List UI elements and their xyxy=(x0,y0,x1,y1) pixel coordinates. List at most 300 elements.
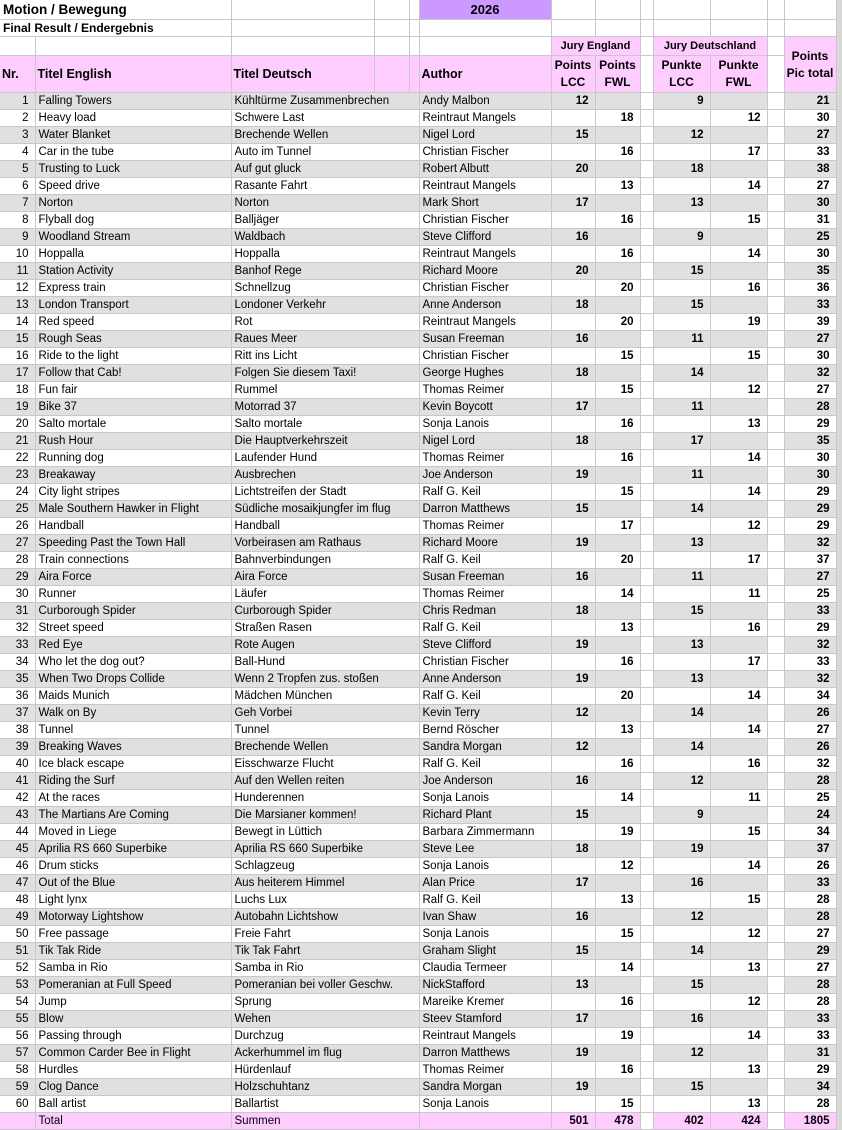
points-fwl: 16 xyxy=(595,246,640,263)
punkte-fwl: 14 xyxy=(710,722,767,739)
author: Reintraut Mangels xyxy=(419,110,551,127)
author: Kevin Boycott xyxy=(419,399,551,416)
title-english: Car in the tube xyxy=(35,144,231,161)
points-fwl xyxy=(595,807,640,824)
punkte-lcc: 14 xyxy=(653,501,710,518)
points-lcc: 20 xyxy=(551,263,595,280)
row-nr: 4 xyxy=(0,144,35,161)
row-nr: 30 xyxy=(0,586,35,603)
punkte-lcc: 11 xyxy=(653,569,710,586)
title-english: Who let the dog out? xyxy=(35,654,231,671)
row-nr: 14 xyxy=(0,314,35,331)
title-english: Speed drive xyxy=(35,178,231,195)
points-lcc: 16 xyxy=(551,773,595,790)
points-lcc: 20 xyxy=(551,161,595,178)
author: Reintraut Mangels xyxy=(419,178,551,195)
title-deutsch: Freie Fahrt xyxy=(231,926,409,943)
points-total: 33 xyxy=(784,875,836,892)
author: Kevin Terry xyxy=(419,705,551,722)
points-lcc xyxy=(551,144,595,161)
points-total: 28 xyxy=(784,773,836,790)
punkte-lcc: 15 xyxy=(653,1079,710,1096)
title-deutsch: Läufer xyxy=(231,586,409,603)
table-row xyxy=(0,569,836,586)
table-row xyxy=(0,382,836,399)
punkte-lcc xyxy=(653,212,710,229)
points-lcc xyxy=(551,620,595,637)
points-lcc xyxy=(551,994,595,1011)
table-row xyxy=(0,433,836,450)
points-total: 27 xyxy=(784,926,836,943)
grand-total: 1805 xyxy=(784,1113,836,1130)
punkte-lcc: 13 xyxy=(653,535,710,552)
author: Steve Lee xyxy=(419,841,551,858)
points-total: 26 xyxy=(784,739,836,756)
points-lcc: 18 xyxy=(551,297,595,314)
table-row xyxy=(0,875,836,892)
points-total: 30 xyxy=(784,450,836,467)
punkte-fwl xyxy=(710,229,767,246)
title-deutsch: Kühltürme Zusammenbrechen xyxy=(231,93,409,110)
table-row xyxy=(0,518,836,535)
points-fwl: 15 xyxy=(595,348,640,365)
title-english: Curborough Spider xyxy=(35,603,231,620)
author: Andy Malbon xyxy=(419,93,551,110)
punkte-fwl: 15 xyxy=(710,212,767,229)
title-english: Train connections xyxy=(35,552,231,569)
title-english: Moved in Liege xyxy=(35,824,231,841)
punkte-fwl: 14 xyxy=(710,450,767,467)
punkte-lcc: 11 xyxy=(653,331,710,348)
points-total: 29 xyxy=(784,501,836,518)
total-points-fwl: 478 xyxy=(595,1113,640,1130)
points-lcc xyxy=(551,586,595,603)
points-total: 32 xyxy=(784,365,836,382)
points-lcc xyxy=(551,314,595,331)
author: Darron Matthews xyxy=(419,501,551,518)
title-deutsch: Ackerhummel im flug xyxy=(231,1045,409,1062)
table-row xyxy=(0,977,836,994)
points-total: 37 xyxy=(784,552,836,569)
title-english: Breaking Waves xyxy=(35,739,231,756)
author: Steev Stamford xyxy=(419,1011,551,1028)
punkte-fwl xyxy=(710,263,767,280)
points-lcc: 16 xyxy=(551,331,595,348)
points-fwl: 16 xyxy=(595,144,640,161)
title-deutsch: Raues Meer xyxy=(231,331,409,348)
points-lcc: 12 xyxy=(551,739,595,756)
punkte-fwl xyxy=(710,365,767,382)
points-fwl: 16 xyxy=(595,450,640,467)
title-english: Express train xyxy=(35,280,231,297)
author: Ralf G. Keil xyxy=(419,484,551,501)
points-total: 25 xyxy=(784,229,836,246)
points-total: 25 xyxy=(784,586,836,603)
punkte-lcc: 13 xyxy=(653,671,710,688)
points-lcc xyxy=(551,1062,595,1079)
title-deutsch: Hoppalla xyxy=(231,246,409,263)
title-deutsch: Aprilia RS 660 Superbike xyxy=(231,841,409,858)
punkte-fwl xyxy=(710,433,767,450)
author: Reintraut Mangels xyxy=(419,314,551,331)
table-row xyxy=(0,620,836,637)
table-row xyxy=(0,773,836,790)
total-punkte-fwl: 424 xyxy=(710,1113,767,1130)
row-nr: 27 xyxy=(0,535,35,552)
title-english: Station Activity xyxy=(35,263,231,280)
punkte-fwl xyxy=(710,841,767,858)
row-nr: 13 xyxy=(0,297,35,314)
points-fwl: 17 xyxy=(595,518,640,535)
punkte-lcc: 18 xyxy=(653,161,710,178)
points-lcc xyxy=(551,484,595,501)
row-nr: 57 xyxy=(0,1045,35,1062)
title-english: Running dog xyxy=(35,450,231,467)
title-deutsch: Tik Tak Fahrt xyxy=(231,943,409,960)
table-row xyxy=(0,229,836,246)
row-nr: 15 xyxy=(0,331,35,348)
points-total: 27 xyxy=(784,331,836,348)
table-row xyxy=(0,688,836,705)
punkte-fwl xyxy=(710,535,767,552)
row-nr: 56 xyxy=(0,1028,35,1045)
row-nr: 7 xyxy=(0,195,35,212)
total-label: Total xyxy=(35,1113,231,1130)
title-english: Salto mortale xyxy=(35,416,231,433)
points-fwl xyxy=(595,297,640,314)
title-english: Breakaway xyxy=(35,467,231,484)
table-row xyxy=(0,858,836,875)
table-row xyxy=(0,1062,836,1079)
row-nr: 50 xyxy=(0,926,35,943)
punkte-lcc xyxy=(653,688,710,705)
author: Thomas Reimer xyxy=(419,1062,551,1079)
table-row xyxy=(0,331,836,348)
author: Christian Fischer xyxy=(419,212,551,229)
points-fwl: 15 xyxy=(595,484,640,501)
points-lcc xyxy=(551,824,595,841)
row-nr: 44 xyxy=(0,824,35,841)
jury-england-header: Jury England xyxy=(551,37,640,56)
punkte-lcc xyxy=(653,654,710,671)
row-nr: 35 xyxy=(0,671,35,688)
title-deutsch: Ritt ins Licht xyxy=(231,348,409,365)
points-total: 35 xyxy=(784,263,836,280)
title-deutsch: Rote Augen xyxy=(231,637,409,654)
table-row xyxy=(0,1096,836,1113)
points-fwl xyxy=(595,1045,640,1062)
title-deutsch: Waldbach xyxy=(231,229,409,246)
title-deutsch: Rot xyxy=(231,314,409,331)
punkte-fwl xyxy=(710,195,767,212)
table-row xyxy=(0,790,836,807)
punkte-fwl xyxy=(710,399,767,416)
title-deutsch: Geh Vorbei xyxy=(231,705,409,722)
punkte-fwl: 15 xyxy=(710,892,767,909)
punkte-fwl: 19 xyxy=(710,314,767,331)
punkte-fwl: 14 xyxy=(710,688,767,705)
punkte-fwl xyxy=(710,603,767,620)
points-fwl xyxy=(595,161,640,178)
punkte-lcc: 16 xyxy=(653,1011,710,1028)
points-lcc: 16 xyxy=(551,229,595,246)
title-deutsch: Brechende Wellen xyxy=(231,127,409,144)
title-deutsch: Autobahn Lichtshow xyxy=(231,909,409,926)
points-fwl: 16 xyxy=(595,756,640,773)
points-lcc xyxy=(551,960,595,977)
row-nr: 40 xyxy=(0,756,35,773)
nr-header: Nr. xyxy=(0,56,35,93)
title-deutsch: Laufender Hund xyxy=(231,450,409,467)
table-row xyxy=(0,926,836,943)
table-row xyxy=(0,807,836,824)
punkte-lcc: 9 xyxy=(653,229,710,246)
points-fwl xyxy=(595,93,640,110)
points-fwl xyxy=(595,365,640,382)
row-nr: 38 xyxy=(0,722,35,739)
points-total: 33 xyxy=(784,144,836,161)
title-english: Red Eye xyxy=(35,637,231,654)
title-english-header: Titel English xyxy=(35,56,231,93)
points-total: 27 xyxy=(784,382,836,399)
table-row xyxy=(0,705,836,722)
points-fwl: 20 xyxy=(595,552,640,569)
row-nr: 18 xyxy=(0,382,35,399)
points-total: 33 xyxy=(784,297,836,314)
punkte-lcc xyxy=(653,756,710,773)
punkte-fwl: 14 xyxy=(710,178,767,195)
row-nr: 17 xyxy=(0,365,35,382)
title-deutsch: Aus heiterem Himmel xyxy=(231,875,409,892)
table-row xyxy=(0,960,836,977)
points-fwl: 20 xyxy=(595,314,640,331)
row-nr: 60 xyxy=(0,1096,35,1113)
points-fwl: 13 xyxy=(595,892,640,909)
row-nr: 3 xyxy=(0,127,35,144)
author: Joe Anderson xyxy=(419,773,551,790)
punkte-fwl xyxy=(710,909,767,926)
punkte-lcc: 14 xyxy=(653,705,710,722)
points-fwl: 12 xyxy=(595,858,640,875)
row-nr: 49 xyxy=(0,909,35,926)
table-row xyxy=(0,144,836,161)
punkte-fwl: 14 xyxy=(710,246,767,263)
points-fwl: 19 xyxy=(595,824,640,841)
points-lcc: 19 xyxy=(551,1045,595,1062)
title-english: Flyball dog xyxy=(35,212,231,229)
points-lcc: 12 xyxy=(551,93,595,110)
points-total: 28 xyxy=(784,1096,836,1113)
punkte-lcc xyxy=(653,994,710,1011)
table-row xyxy=(0,535,836,552)
points-lcc xyxy=(551,110,595,127)
points-total-header: Points Pic total xyxy=(784,37,836,93)
title-english: Out of the Blue xyxy=(35,875,231,892)
punkte-lcc: 11 xyxy=(653,467,710,484)
points-lcc: 17 xyxy=(551,195,595,212)
points-total: 30 xyxy=(784,110,836,127)
points-total: 29 xyxy=(784,484,836,501)
title-english: Red speed xyxy=(35,314,231,331)
row-nr: 29 xyxy=(0,569,35,586)
title-deutsch: Salto mortale xyxy=(231,416,409,433)
punkte-fwl xyxy=(710,977,767,994)
row-nr: 55 xyxy=(0,1011,35,1028)
author: Chris Redman xyxy=(419,603,551,620)
title-english: Male Southern Hawker in Flight xyxy=(35,501,231,518)
points-total: 27 xyxy=(784,722,836,739)
points-lcc: 18 xyxy=(551,433,595,450)
points-fwl xyxy=(595,977,640,994)
title-deutsch: Balljäger xyxy=(231,212,409,229)
table-row xyxy=(0,994,836,1011)
points-total: 34 xyxy=(784,1079,836,1096)
punkte-fwl xyxy=(710,1079,767,1096)
title-english: Heavy load xyxy=(35,110,231,127)
points-total: 26 xyxy=(784,858,836,875)
punkte-lcc: 15 xyxy=(653,297,710,314)
punkte-lcc xyxy=(653,280,710,297)
author: Sonja Lanois xyxy=(419,926,551,943)
points-lcc: 17 xyxy=(551,399,595,416)
points-fwl xyxy=(595,739,640,756)
points-fwl xyxy=(595,909,640,926)
punkte-lcc: 12 xyxy=(653,127,710,144)
points-lcc: 19 xyxy=(551,1079,595,1096)
points-total: 31 xyxy=(784,1045,836,1062)
title-deutsch: Auto im Tunnel xyxy=(231,144,409,161)
row-nr: 24 xyxy=(0,484,35,501)
title-deutsch: Eisschwarze Flucht xyxy=(231,756,409,773)
punkte-lcc xyxy=(653,790,710,807)
title-deutsch: Auf den Wellen reiten xyxy=(231,773,409,790)
title-deutsch: Rasante Fahrt xyxy=(231,178,409,195)
title-deutsch: Samba in Rio xyxy=(231,960,409,977)
points-lcc: 15 xyxy=(551,127,595,144)
title-english: Tik Tak Ride xyxy=(35,943,231,960)
points-lcc: 17 xyxy=(551,875,595,892)
title-deutsch: Mädchen München xyxy=(231,688,409,705)
author: Thomas Reimer xyxy=(419,382,551,399)
points-lcc xyxy=(551,450,595,467)
title-deutsch: Folgen Sie diesem Taxi! xyxy=(231,365,409,382)
punkte-lcc xyxy=(653,586,710,603)
title-english: Follow that Cab! xyxy=(35,365,231,382)
row-nr: 37 xyxy=(0,705,35,722)
row-nr: 54 xyxy=(0,994,35,1011)
table-row xyxy=(0,399,836,416)
title-english: At the races xyxy=(35,790,231,807)
points-fwl: 15 xyxy=(595,1096,640,1113)
row-nr: 53 xyxy=(0,977,35,994)
table-row xyxy=(0,161,836,178)
points-lcc: 19 xyxy=(551,637,595,654)
punkte-fwl: 16 xyxy=(710,620,767,637)
points-total: 32 xyxy=(784,671,836,688)
points-total: 30 xyxy=(784,246,836,263)
title-deutsch: Rummel xyxy=(231,382,409,399)
author: Mareike Kremer xyxy=(419,994,551,1011)
title-deutsch: Straßen Rasen xyxy=(231,620,409,637)
punkte-lcc: 12 xyxy=(653,773,710,790)
points-fwl xyxy=(595,195,640,212)
punkte-lcc xyxy=(653,858,710,875)
points-lcc: 16 xyxy=(551,909,595,926)
title-english: Bike 37 xyxy=(35,399,231,416)
row-nr: 47 xyxy=(0,875,35,892)
punkte-lcc xyxy=(653,416,710,433)
punkte-lcc xyxy=(653,314,710,331)
author: George Hughes xyxy=(419,365,551,382)
points-total: 27 xyxy=(784,127,836,144)
punkte-fwl: 16 xyxy=(710,280,767,297)
title-english: Riding the Surf xyxy=(35,773,231,790)
author: Sonja Lanois xyxy=(419,858,551,875)
points-total: 27 xyxy=(784,960,836,977)
author: Christian Fischer xyxy=(419,348,551,365)
author: Steve Clifford xyxy=(419,229,551,246)
punkte-fwl xyxy=(710,671,767,688)
author: Richard Moore xyxy=(419,263,551,280)
points-total: 27 xyxy=(784,178,836,195)
points-lcc: 12 xyxy=(551,705,595,722)
author: Sandra Morgan xyxy=(419,1079,551,1096)
author: Richard Moore xyxy=(419,535,551,552)
punkte-lcc: 9 xyxy=(653,93,710,110)
points-fwl xyxy=(595,229,640,246)
punkte-fwl: 11 xyxy=(710,790,767,807)
row-nr: 20 xyxy=(0,416,35,433)
table-row xyxy=(0,178,836,195)
row-nr: 23 xyxy=(0,467,35,484)
points-total: 37 xyxy=(784,841,836,858)
points-total: 32 xyxy=(784,637,836,654)
punkte-lcc: 19 xyxy=(653,841,710,858)
title-deutsch: Vorbeirasen am Rathaus xyxy=(231,535,409,552)
title-deutsch: Die Hauptverkehrszeit xyxy=(231,433,409,450)
table-row xyxy=(0,943,836,960)
punkte-lcc xyxy=(653,518,710,535)
title-deutsch: Hunderennen xyxy=(231,790,409,807)
points-lcc xyxy=(551,348,595,365)
title-english: Rush Hour xyxy=(35,433,231,450)
punkte-lcc: 16 xyxy=(653,875,710,892)
table-row xyxy=(0,467,836,484)
punkte-fwl: 16 xyxy=(710,756,767,773)
row-nr: 59 xyxy=(0,1079,35,1096)
points-total: 29 xyxy=(784,416,836,433)
title-english: Tunnel xyxy=(35,722,231,739)
points-total: 26 xyxy=(784,705,836,722)
title-english: Drum sticks xyxy=(35,858,231,875)
points-fwl xyxy=(595,1079,640,1096)
punkte-lcc xyxy=(653,960,710,977)
author: Claudia Termeer xyxy=(419,960,551,977)
table-row xyxy=(0,450,836,467)
total-points-lcc: 501 xyxy=(551,1113,595,1130)
punkte-fwl xyxy=(710,943,767,960)
row-nr: 42 xyxy=(0,790,35,807)
punkte-fwl xyxy=(710,93,767,110)
row-nr: 11 xyxy=(0,263,35,280)
points-fwl xyxy=(595,705,640,722)
sheet-subtitle: Final Result / Endergebnis xyxy=(0,20,231,37)
row-nr: 22 xyxy=(0,450,35,467)
table-row xyxy=(0,1011,836,1028)
row-nr: 16 xyxy=(0,348,35,365)
points-fwl xyxy=(595,875,640,892)
points-lcc xyxy=(551,518,595,535)
